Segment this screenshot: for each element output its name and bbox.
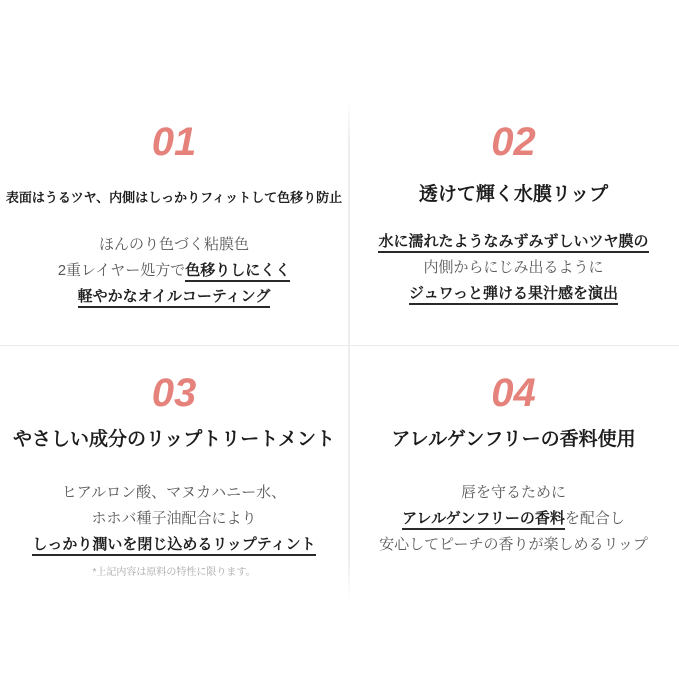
text-segment: ホホバ種子油配合により — [91, 510, 257, 527]
section-card-02 — [348, 0, 679, 345]
section-heading: 透けて輝く水膜リップ — [418, 184, 609, 205]
text-segment: ヒアルロン酸、マヌカハニー水、 — [61, 484, 287, 501]
section-card-04 — [348, 345, 679, 679]
body-line — [379, 532, 648, 558]
emphasized-text-segment: ジュワっと弾ける果汁感を演出 — [409, 285, 618, 305]
section-body — [32, 480, 315, 558]
section-card-01 — [0, 0, 348, 345]
section-body — [58, 232, 291, 310]
body-line — [379, 480, 648, 506]
body-line — [378, 281, 648, 307]
text-segment: 唇を守るために — [460, 484, 566, 501]
text-segment: 2重レイヤー処方で — [57, 262, 186, 279]
footnote: *上記内容は原料の特性に限ります。 — [92, 567, 256, 578]
emphasized-text-segment: 色移りしにくく — [185, 262, 290, 282]
text-segment: 内側からにじみ出るように — [423, 259, 604, 276]
section-body — [378, 229, 648, 307]
body-line — [58, 284, 291, 310]
body-line — [58, 232, 291, 258]
section-heading: 表面はうるツヤ、内側はしっかりフィットして色移り防止 — [5, 190, 343, 205]
section-heading: やさしい成分のリップトリートメント — [12, 429, 336, 450]
body-line — [32, 480, 315, 506]
section-number: 02 — [491, 120, 536, 164]
text-segment: 安心してピーチの香りが楽しめるリップ — [379, 536, 648, 553]
body-line — [379, 506, 648, 532]
body-line — [32, 506, 315, 532]
body-line — [32, 532, 315, 558]
emphasized-text-segment: 軽やかなオイルコーティング — [78, 288, 271, 308]
section-heading: アレルゲンフリーの香料使用 — [391, 429, 636, 450]
text-segment: ほんのり色づく粘膜色 — [98, 236, 249, 253]
section-number: 01 — [151, 120, 197, 164]
section-number: 03 — [151, 371, 197, 415]
body-line — [378, 255, 648, 281]
emphasized-text-segment: しっかり潤いを閉じ込めるリップティント — [32, 536, 315, 556]
emphasized-text-segment: アレルゲンフリーの香料 — [402, 510, 565, 530]
section-card-03 — [0, 345, 348, 679]
section-number: 04 — [491, 371, 536, 415]
emphasized-text-segment: 水に濡れたようなみずみずしいツヤ膜の — [378, 233, 648, 253]
section-body — [379, 480, 648, 558]
text-segment: を配合し — [564, 510, 625, 527]
body-line — [378, 229, 648, 255]
body-line — [58, 258, 291, 284]
